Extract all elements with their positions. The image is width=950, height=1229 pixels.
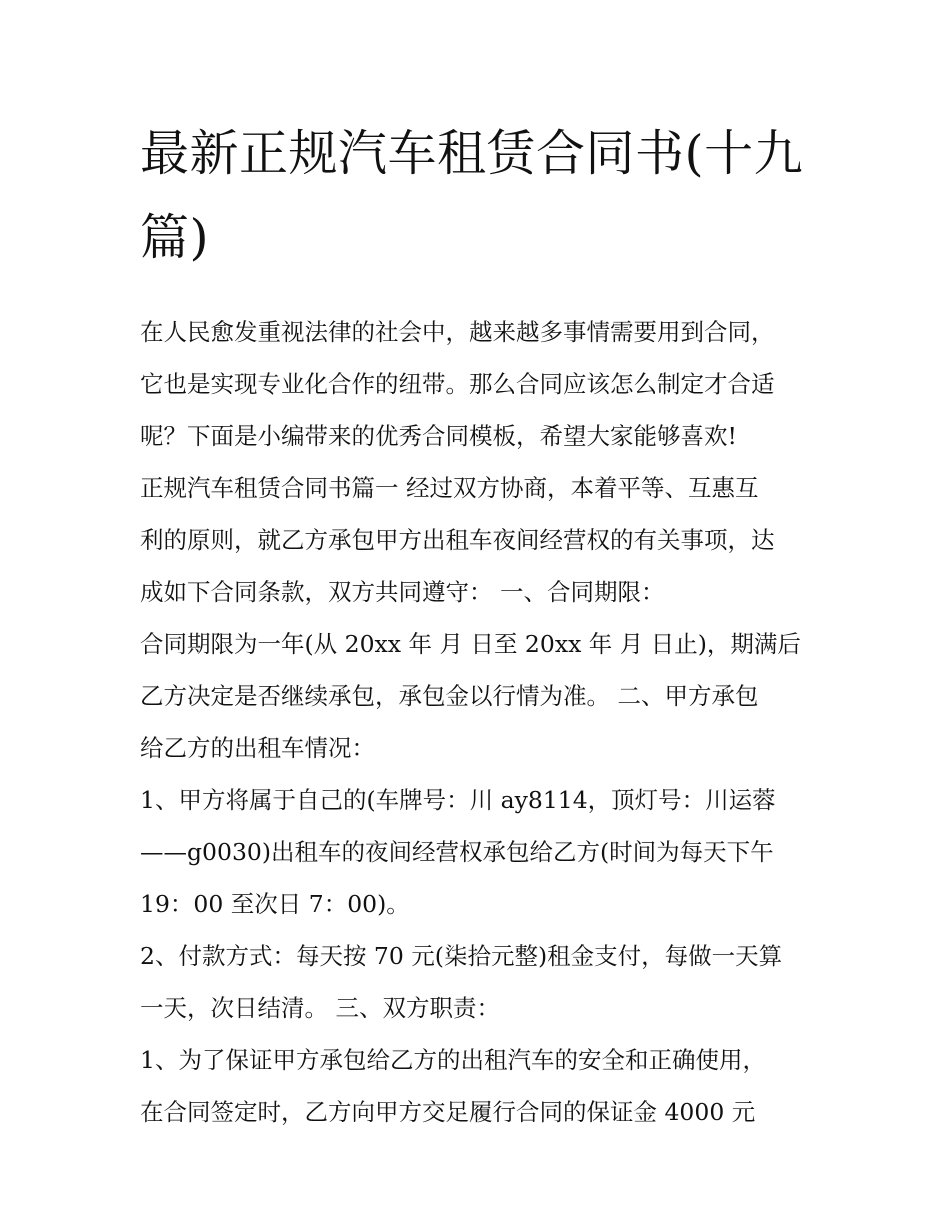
paragraph-preamble: 正规汽车租赁合同书篇一 经过双方协商，本着平等、互惠互 利的原则，就乙方承包甲方出租车夜间经营权的有关事项，达 成如下合同条款，双方共同遵守： 一、合同期限：	[140, 474, 775, 606]
paragraph-term: 合同期限为一年(从 20xx 年 月 日至 20xx 年 月 日止)，期满后 乙方决定是否继续承包，承包金以行情为准。 二、甲方承包 给乙方的出租车情况：	[140, 630, 801, 762]
paragraph-clause-1: 1、甲方将属于自己的(车牌号：川 ay8114，顶灯号：川运蓉 ——g0030)出租车的夜间经营权承包给乙方(时间为每天下午 19：00 至次日 7：00)。	[140, 786, 776, 918]
document-body	[140, 306, 820, 1138]
paragraph-intro: 在人民愈发重视法律的社会中，越来越多事情需要用到合同， 它也是实现专业化合作的纽带。那么合同应该怎么制定才合适 呢？下面是小编带来的优秀合同模板，希望大家能够喜欢!	[140, 318, 775, 450]
paragraph-clause-2: 2、付款方式：每天按 70 元(柒拾元整)租金支付，每做一天算 一天，次日结清。 三、双方职责：	[140, 942, 783, 1022]
paragraph-duty-1: 1、为了保证甲方承包给乙方的出租汽车的安全和正确使用， 在合同签定时，乙方向甲方交足履行合同的保证金 4000 元	[140, 1046, 766, 1126]
document-page	[140, 112, 820, 1138]
document-title: 最新正规汽车租赁合同书(十九篇)	[140, 125, 804, 266]
